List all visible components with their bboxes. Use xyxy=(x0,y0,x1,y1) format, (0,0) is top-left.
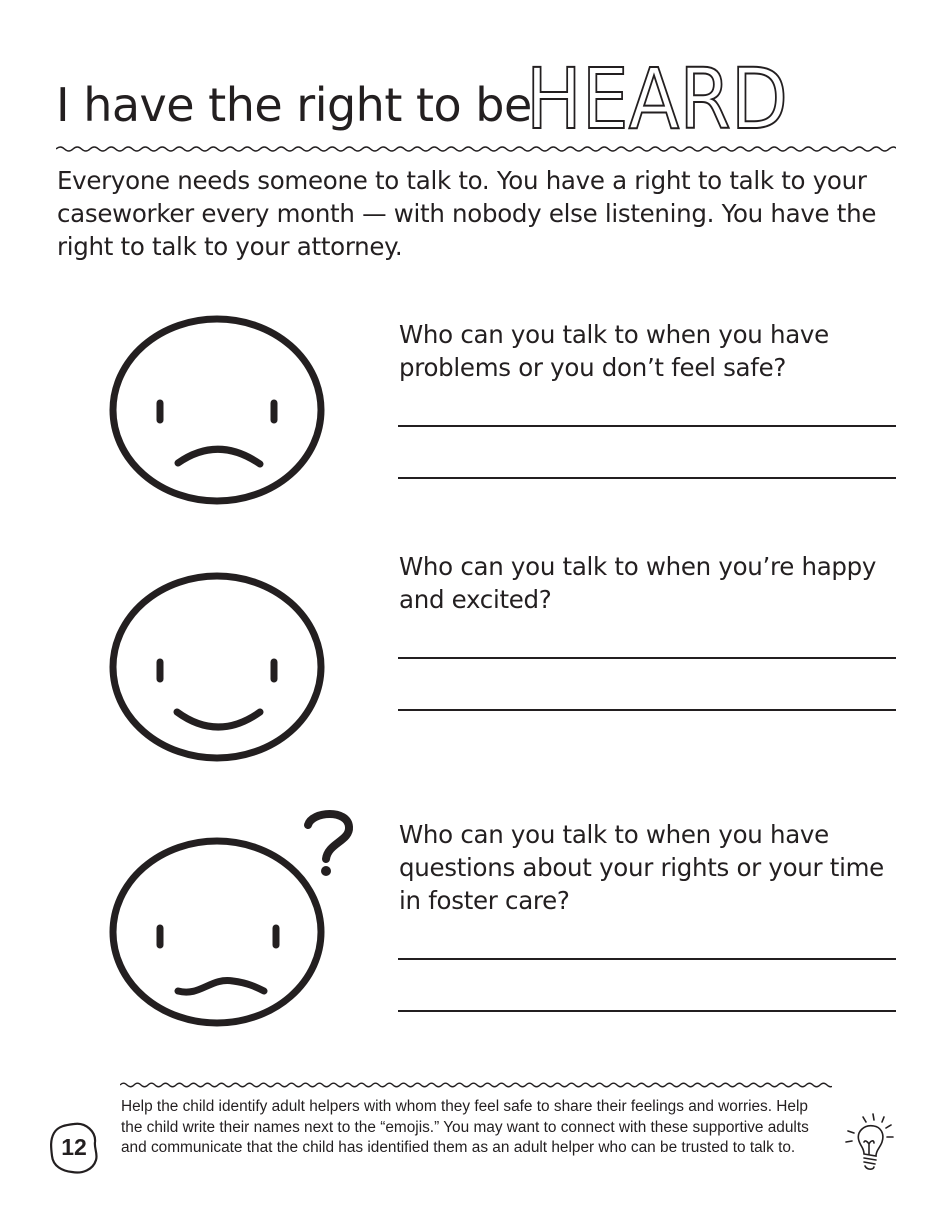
adult-helper-note: Help the child identify adult helpers with whom they feel safe to share their feelings and worries. Help the child write their names next to the “emojis.” You may want to connect with these supportive adults and communicate that the child has identified them as an adult helper who can be trusted to talk to. xyxy=(121,1098,809,1156)
answer-line[interactable] xyxy=(398,477,896,479)
answer-line[interactable] xyxy=(398,1010,896,1012)
wavy-divider-bottom xyxy=(120,1079,832,1091)
question-rights: Who can you talk to when you have questions about your rights or your time in foster care? xyxy=(399,820,884,915)
happy-face-icon xyxy=(108,571,330,767)
answer-line[interactable] xyxy=(398,709,896,711)
intro-paragraph: Everyone needs someone to talk to. You have a right to talk to your caseworker every month — with nobody else listening. You have the right to talk to your attorney. xyxy=(57,166,877,261)
sad-face-icon xyxy=(108,312,330,508)
confused-face-icon xyxy=(108,805,358,1033)
wavy-divider-top xyxy=(56,142,896,156)
lightbulb-icon xyxy=(842,1112,900,1172)
answer-line[interactable] xyxy=(398,958,896,960)
question-problems: Who can you talk to when you have problems or you don’t feel safe? xyxy=(399,320,829,382)
answer-line[interactable] xyxy=(398,657,896,659)
answer-line[interactable] xyxy=(398,425,896,427)
page-title: I have the right to be xyxy=(56,78,532,132)
title-emphasis-outline xyxy=(524,56,794,136)
question-mark-icon xyxy=(308,814,349,859)
question-happy: Who can you talk to when you’re happy and excited? xyxy=(399,552,877,614)
page-number: 12 xyxy=(61,1134,87,1160)
title-emphasis: HEARD xyxy=(526,56,788,136)
